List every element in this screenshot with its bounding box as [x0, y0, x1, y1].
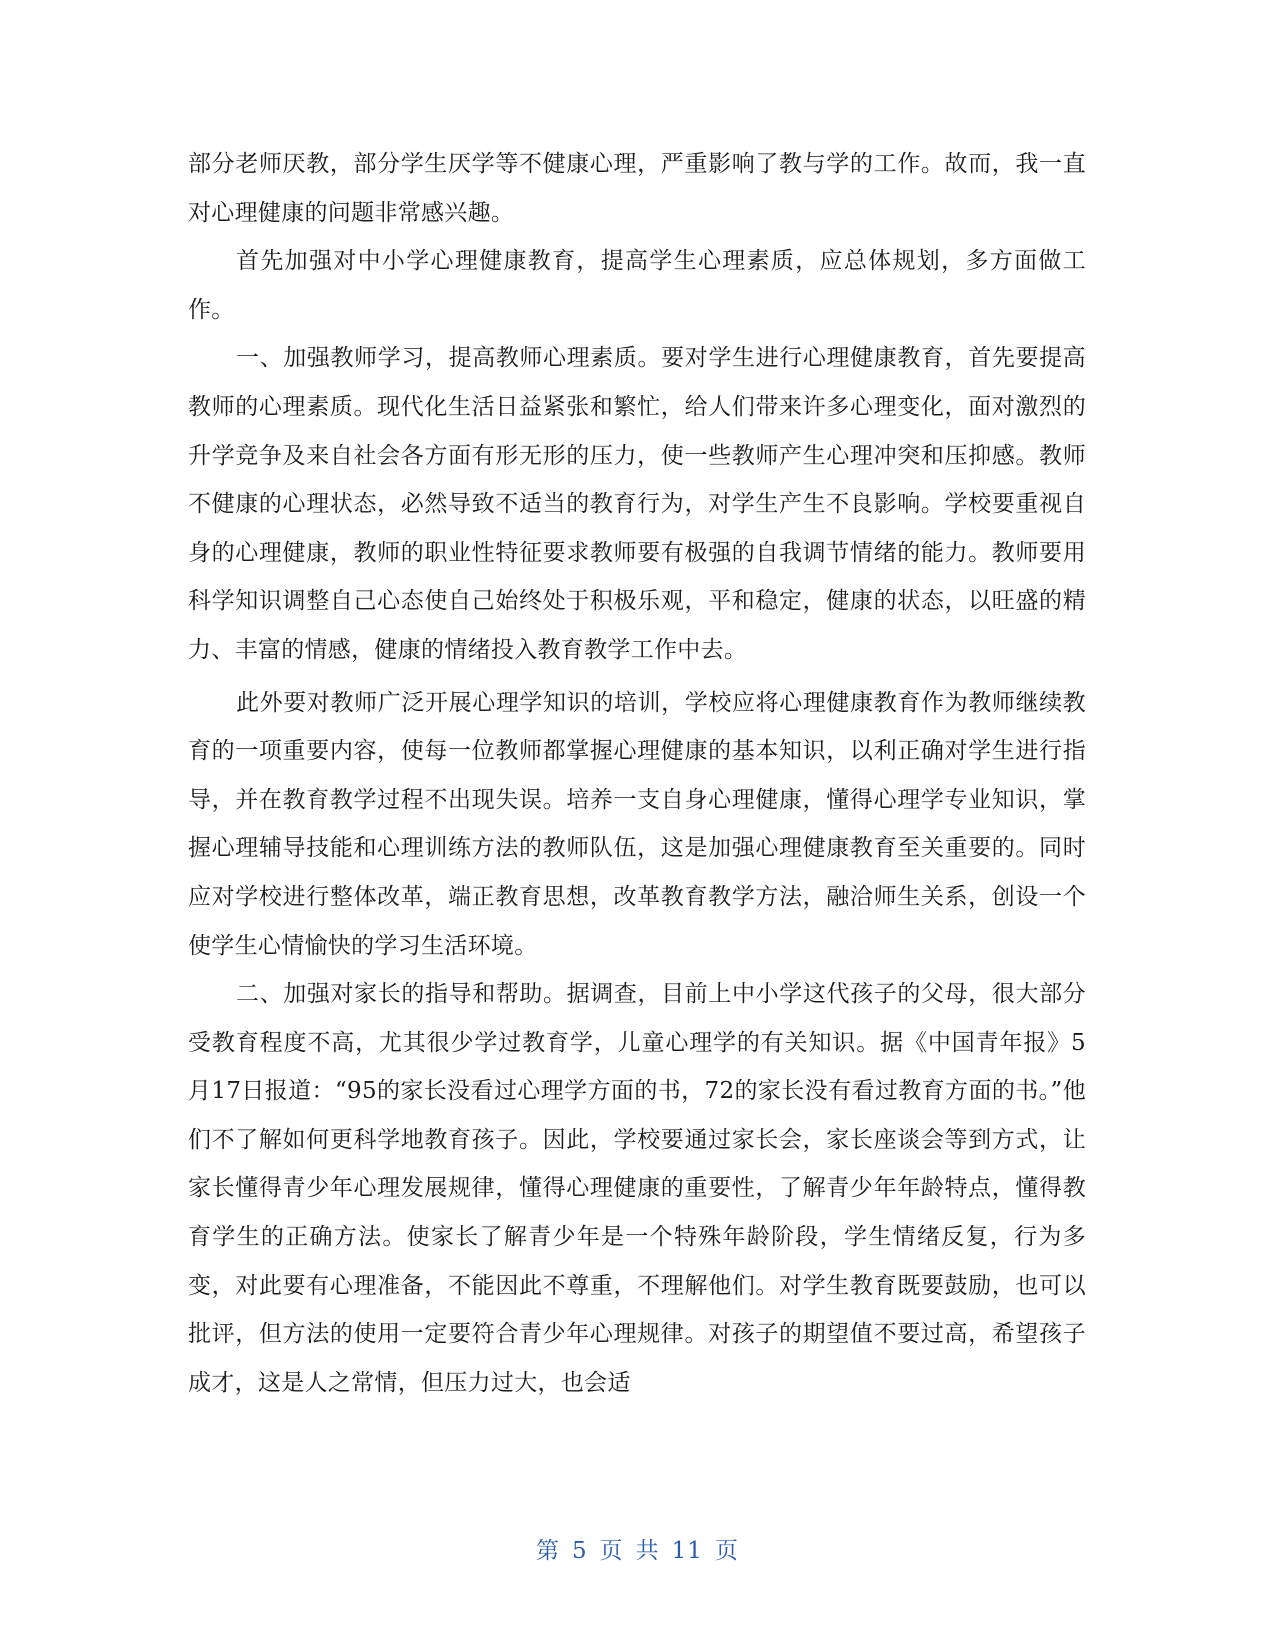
footer-current-page: 5 [572, 1538, 588, 1564]
paragraph-section-two: 二、加强对家长的指导和帮助。据调查，目前上中小学这代孩子的父母，很大部分受教育程度不高，尤其很少学过教育学，儿童心理学的有关知识。据《中国青年报》5月17日报道：“95的家长没看过心理学方面的书，72的家长没有看过教育方面的书。”他们不了解如何更科学地教育孩子。因此，学校要通过家长会，家长座谈会等到方式，让家长懂得青少年心理发展规律，懂得心理健康的重要性，了解青少年年龄特点，懂得教育学生的正确方法。使家长了解青少年是一个特殊年龄阶段，学生情绪反复，行为多变，对此要有心理准备，不能因此不尊重，不理解他们。对学生教育既要鼓励，也可以批评，但方法的使用一定要符合青少年心理规律。对孩子的期望值不要过高，希望孩子成才，这是人之常情，但压力过大，也会适 [188, 981, 1086, 1396]
paragraph-intro: 首先加强对中小学心理健康教育，提高学生心理素质，应总体规划，多方面做工作。 [188, 248, 1086, 323]
footer-prefix: 第 [536, 1538, 561, 1564]
footer-total-word: 共 [635, 1538, 660, 1564]
footer-suffix: 页 [714, 1538, 739, 1564]
page-footer [0, 1532, 1275, 1565]
document-body [188, 140, 1086, 1407]
footer-total-pages: 11 [671, 1538, 703, 1564]
paragraph-section-one: 一、加强教师学习，提高教师心理素质。要对学生进行心理健康教育，首先要提高教师的心理素质。现代化生活日益紧张和繁忙，给人们带来许多心理变化，面对激烈的升学竞争及来自社会各方面有形无形的压力，使一些教师产生心理冲突和压抑感。教师不健康的心理状态，必然导致不适当的教育行为，对学生产生不良影响。学校要重视自身的心理健康，教师的职业性特征要求教师要有极强的自我调节情绪的能力。教师要用科学知识调整自己心态使自己始终处于积极乐观，平和稳定，健康的状态，以旺盛的精力、丰富的情感，健康的情绪投入教育教学工作中去。 [188, 345, 1086, 663]
paragraph-teacher-training: 此外要对教师广泛开展心理学知识的培训，学校应将心理健康教育作为教师继续教育的一项重要内容，使每一位教师都掌握心理健康的基本知识，以利正确对学生进行指导，并在教育教学过程不出现失误。培养一支自身心理健康，懂得心理学专业知识，掌握心理辅导技能和心理训练方法的教师队伍，这是加强心理健康教育至关重要的。同时应对学校进行整体改革，端正教育思想，改革教育教学方法，融洽师生关系，创设一个使学生心情愉快的学习生活环境。 [188, 689, 1086, 959]
footer-page-word: 页 [599, 1538, 624, 1564]
paragraph-continuation: 部分老师厌教，部分学生厌学等不健康心理，严重影响了教与学的工作。故而，我一直对心理健康的问题非常感兴趣。 [188, 151, 1086, 226]
